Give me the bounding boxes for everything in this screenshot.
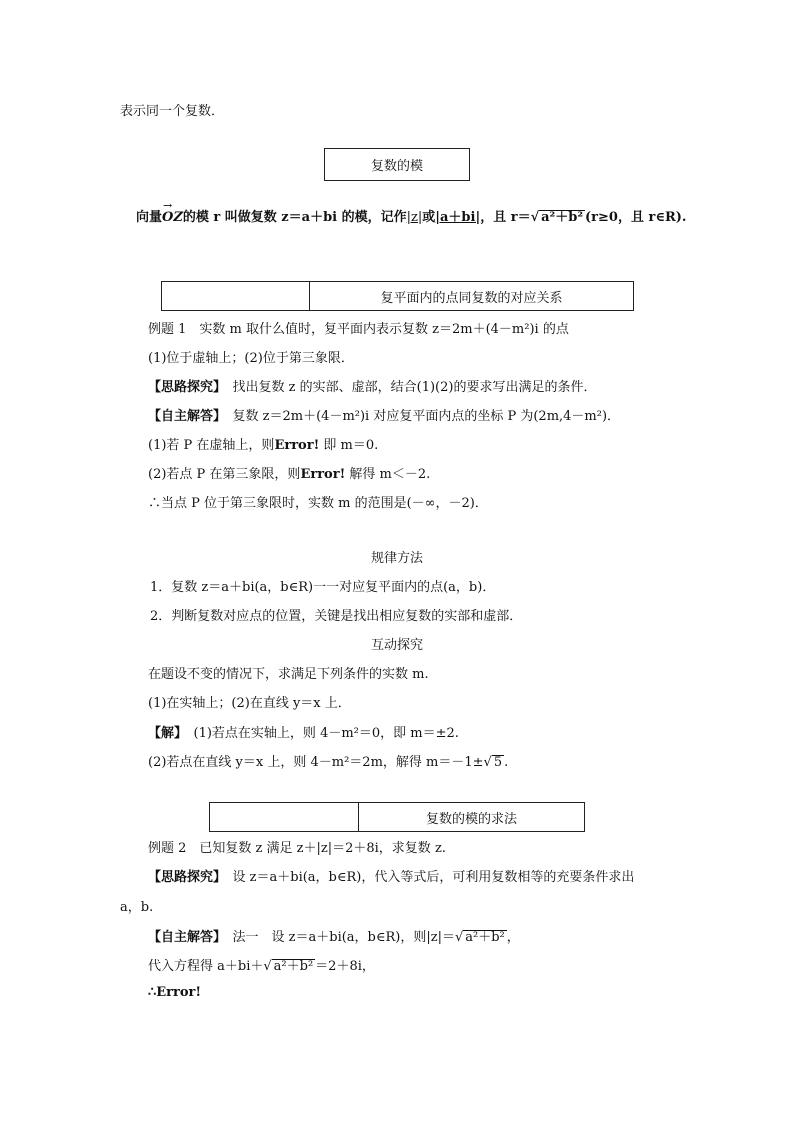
example1-conclusion — [148, 492, 488, 511]
error-marker: Error! — [274, 438, 320, 453]
example1-line2: (1)位于虚轴上；(2)位于第三象限． — [148, 351, 354, 366]
solution-radicand: a²＋b² — [465, 930, 505, 945]
rule-heading — [0, 547, 794, 566]
def-part-3: 或 — [422, 210, 436, 225]
analysis-text: 找出复数 z 的实部、虚部，结合(1)(2)的要求写出满足的条件． — [219, 380, 597, 395]
step2-b: 解得 m＜－2. — [349, 467, 431, 482]
def-part-2: 的模 r 叫做复数 z＝a＋bi 的模，记作 — [182, 210, 407, 225]
example2-solution: 【自主解答】 法一 设 z＝a＋bi(a，b∈R)，则|z|＝√ a²＋b² ， — [148, 930, 520, 945]
example2-final — [148, 985, 201, 1000]
explore-subquestions — [148, 692, 351, 711]
example1-analysis — [148, 376, 596, 395]
analysis-text-2: a，b. — [120, 900, 154, 915]
tag-solution: 【自主解答】 — [148, 409, 220, 424]
section-table-modulus-method — [209, 802, 585, 832]
section-title: 复数的模的求法 — [425, 811, 517, 827]
explore-q2: (1)在实轴上；(2)在直线 y＝x 上． — [148, 696, 351, 711]
modulus-definition: 向量→ OZ的模 r 叫做复数 z＝a＋bi 的模，记作|z|或|a＋bi|，且 r＝√ a²＋b² (r≥0，且 r∈R). — [136, 206, 686, 225]
def-part-1: 向量 — [136, 210, 163, 225]
sub-radicand: a²＋b² — [273, 959, 314, 974]
analysis-text: 设 z＝a＋bi(a，b∈R)，代入等式后，可利用复数相等的充要条件求出 — [219, 870, 635, 885]
section-box-modulus — [324, 148, 470, 181]
step1-b: 即 m＝0. — [323, 438, 379, 453]
rule-text-2: 2．判断复数对应点的位置，关键是找出相应复数的实部和虚部． — [150, 609, 523, 624]
rule-item-2 — [150, 605, 522, 624]
explore-answer-2: (2)若点在直线 y＝x 上，则 4－m²＝2m，解得 m＝－1±√ 5 . — [148, 755, 509, 770]
example1-subquestions — [148, 347, 354, 366]
final-text: ∴Error! — [148, 985, 202, 1000]
solution-b: ， — [506, 930, 520, 945]
rule-item-1 — [150, 576, 495, 595]
explore-heading — [0, 634, 794, 653]
notation-z: |z| — [406, 210, 423, 225]
example1-question — [148, 318, 569, 337]
section-title: 复平面内的点同复数的对应关系 — [380, 290, 563, 306]
table-cell-left — [210, 803, 358, 831]
box-title: 复数的模 — [370, 159, 423, 174]
conclusion-text: ∴当点 P 位于第三象限时，实数 m 的范围是(－∞，－2)． — [148, 496, 488, 511]
rule-title: 规律方法 — [370, 551, 423, 566]
section-table-correspondence — [161, 281, 634, 311]
notation-abi: |a＋bi| — [435, 210, 481, 225]
vector-oz: → OZ — [162, 210, 183, 225]
answer-2-radicand: 5 — [493, 755, 503, 770]
example1-step2 — [148, 463, 430, 482]
example2-analysis-cont — [120, 896, 153, 915]
sub-b: ＝2＋8i， — [315, 959, 375, 974]
rule-text-1: 1．复数 z＝a＋bi(a，b∈R)一一对应复平面内的点(a，b)． — [150, 580, 496, 595]
table-cell-left — [162, 282, 309, 310]
example1-line1: 例题 1 实数 m 取什么值时，复平面内表示复数 z＝2m＋(4－m²)i 的点 — [148, 322, 569, 337]
explore-title: 互动探究 — [370, 638, 423, 653]
table-cell-right — [358, 803, 584, 831]
intro-line — [120, 100, 224, 119]
def-part-4: ，且 r＝ — [480, 210, 531, 225]
example2-substitution: 代入方程得 a＋bi＋√ a²＋b² ＝2＋8i， — [148, 959, 375, 974]
step2-a: (2)若点 P 在第三象限，则 — [148, 467, 301, 482]
example1-step1 — [148, 434, 378, 453]
example2-question — [148, 837, 446, 856]
example2-line1: 例题 2 已知复数 z 满足 z＋|z|＝2＋8i，求复数 z. — [148, 841, 446, 856]
tag-analysis: 【思路探究】 — [148, 870, 220, 885]
tag-answer: 【解】 — [148, 726, 181, 741]
sqrt-radicand: a²＋b² — [541, 210, 584, 225]
def-part-5: (r≥0，且 r∈R). — [585, 210, 687, 225]
explore-answer-1 — [148, 722, 459, 741]
tag-analysis: 【思路探究】 — [148, 380, 220, 395]
error-marker: Error! — [300, 467, 346, 482]
table-cell-right — [309, 282, 633, 310]
intro-text: 表示同一个复数． — [120, 104, 225, 119]
step1-a: (1)若 P 在虚轴上，则 — [148, 438, 275, 453]
solution-text: 复数 z＝2m＋(4－m²)i 对应复平面内点的坐标 P 为(2m,4－m²)． — [219, 409, 621, 424]
sub-a: 代入方程得 a＋bi＋ — [148, 959, 264, 974]
example2-analysis — [148, 866, 634, 885]
answer-1-text: (1)若点在实轴上，则 4－m²＝0，即 m＝±2. — [180, 726, 459, 741]
answer-2-b: . — [504, 755, 509, 770]
answer-2-a: (2)若点在直线 y＝x 上，则 4－m²＝2m，解得 m＝－1± — [148, 755, 484, 770]
example1-solution — [148, 405, 620, 424]
explore-q1: 在题设不变的情况下，求满足下列条件的实数 m. — [148, 667, 429, 682]
tag-solution: 【自主解答】 — [148, 930, 220, 945]
explore-question — [148, 663, 429, 682]
solution-a: 法一 设 z＝a＋bi(a，b∈R)，则|z|＝ — [219, 930, 455, 945]
